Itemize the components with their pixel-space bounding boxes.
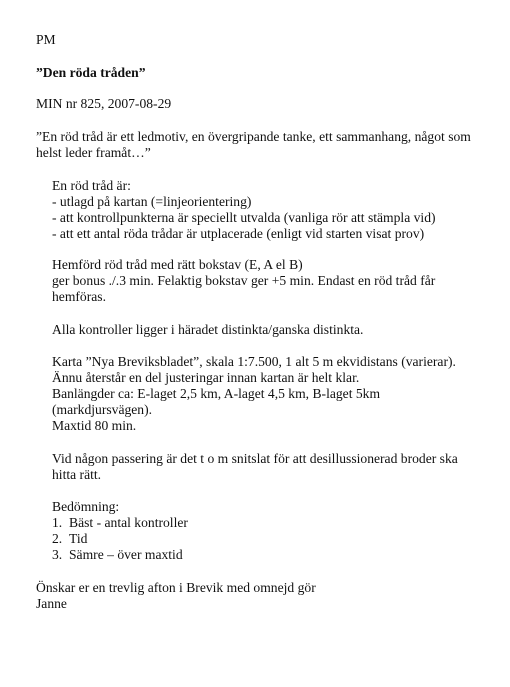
closing-line: Önskar er en trevlig afton i Brevik med omnejd gör (36, 580, 316, 595)
controls-note: Alla kontroller ligger i häradet distinkta/ganska distinkta. (52, 322, 364, 337)
scoring-item-number: 3. (52, 547, 63, 562)
definition-item: - att ett antal röda trådar är utplacerade (enligt vid starten visat prov) (52, 226, 425, 241)
memo-header: PM (36, 32, 56, 47)
scoring-item (52, 531, 87, 547)
passage-line-1: Vid någon passering är det t o m snitslat för att desillussionerad broder ska (52, 451, 458, 466)
passage-line-2: hitta rätt. (52, 467, 102, 482)
map-info-line: Banlängder ca: E-laget 2,5 km, A-laget 4,5 km, B-laget 5km (52, 386, 381, 401)
scoring-item-number: 1. (52, 515, 63, 530)
reference-line: MIN nr 825, 2007-08-29 (36, 96, 172, 111)
quote-line-2: helst leder framåt…” (36, 145, 151, 160)
definition-item: - att kontrollpunkterna är speciellt utvalda (vanliga rör att stämpla vid) (52, 210, 436, 225)
hemford-line-3: hemföras. (52, 289, 106, 304)
scoring-item-text: Tid (69, 531, 88, 546)
max-time-line: Maxtid 80 min. (52, 418, 137, 433)
scoring-item (52, 515, 188, 531)
scoring-item-text: Sämre – över maxtid (69, 547, 183, 562)
quote-line-1: ”En röd tråd är ett ledmotiv, en övergripande tanke, ett sammanhang, något som (36, 129, 471, 144)
scoring-item-text: Bäst - antal kontroller (69, 515, 188, 530)
document-title: ”Den röda tråden” (36, 65, 146, 80)
map-info-line: (markdjursvägen). (52, 402, 153, 417)
signature: Janne (36, 596, 67, 611)
map-info-line: Karta ”Nya Breviksbladet”, skala 1:7.500, 1 alt 5 m ekvidistans (varierar). (52, 354, 456, 369)
hemford-line-1: Hemförd röd tråd med rätt bokstav (E, A el B) (52, 257, 303, 272)
map-info-line: Ännu återstår en del justeringar innan kartan är helt klar. (52, 370, 360, 385)
hemford-line-2: ger bonus ./.3 min. Felaktig bokstav ger +5 min. Endast en röd tråd får (52, 273, 436, 288)
definition-item: - utlagd på kartan (=linjeorientering) (52, 194, 252, 209)
scoring-title: Bedömning: (52, 499, 120, 514)
definition-intro: En röd tråd är: (52, 178, 131, 193)
scoring-item (52, 547, 183, 563)
scoring-item-number: 2. (52, 531, 63, 546)
